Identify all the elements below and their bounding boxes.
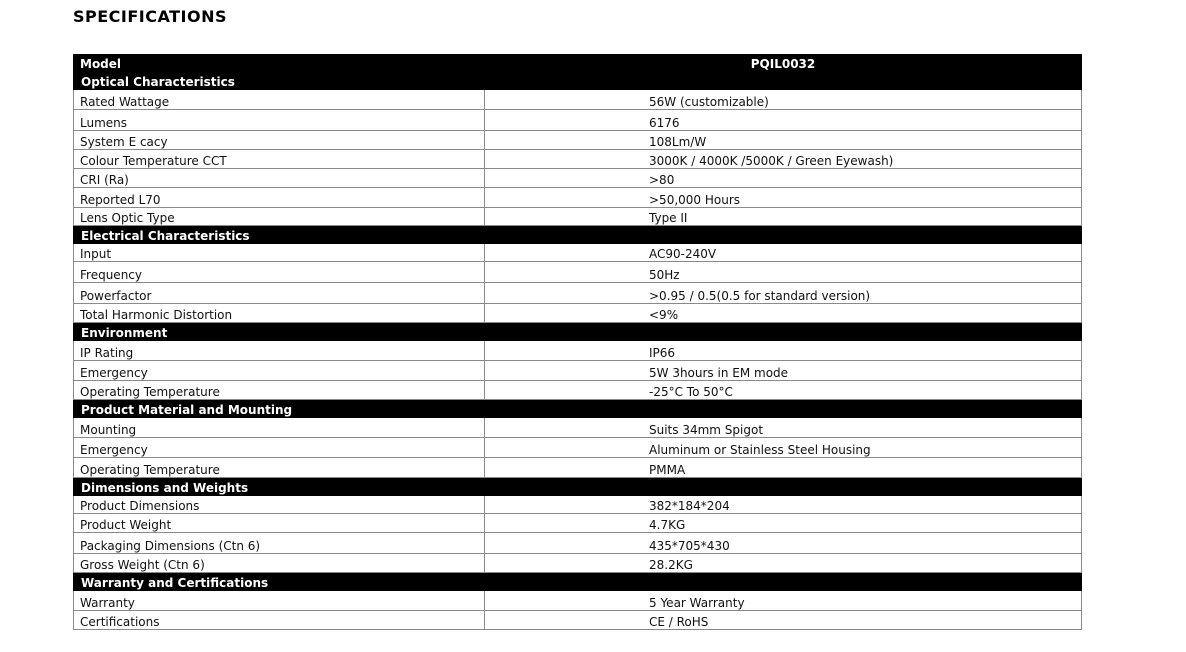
spec-label: Certifications bbox=[74, 611, 485, 630]
table-row bbox=[74, 381, 1082, 400]
spec-label: IP Rating bbox=[74, 341, 485, 361]
spec-label: Emergency bbox=[74, 438, 485, 458]
spec-label: Packaging Dimensions (Ctn 6) bbox=[74, 533, 485, 554]
section-title: Optical Characteristics bbox=[74, 72, 1082, 90]
spec-value: IP66 bbox=[485, 341, 1082, 361]
spec-value: 3000K / 4000K /5000K / Green Eyewash) bbox=[485, 150, 1082, 169]
section-header bbox=[74, 400, 1082, 418]
spec-value: 5W 3hours in EM mode bbox=[485, 361, 1082, 381]
section-title: Electrical Characteristics bbox=[74, 226, 1082, 244]
table-row bbox=[74, 110, 1082, 131]
table-row bbox=[74, 361, 1082, 381]
table-row bbox=[74, 188, 1082, 208]
table-row bbox=[74, 438, 1082, 458]
section-header bbox=[74, 478, 1082, 496]
spec-label: Emergency bbox=[74, 361, 485, 381]
section-title: Dimensions and Weights bbox=[74, 478, 1082, 496]
table-row bbox=[74, 208, 1082, 226]
spec-value: 382*184*204 bbox=[485, 496, 1082, 514]
section-header bbox=[74, 573, 1082, 591]
section-header bbox=[74, 226, 1082, 244]
table-row bbox=[74, 611, 1082, 630]
spec-label: Product Dimensions bbox=[74, 496, 485, 514]
table-row bbox=[74, 591, 1082, 611]
spec-label: Rated Wattage bbox=[74, 90, 485, 110]
spec-value: 6176 bbox=[485, 110, 1082, 131]
specifications-table bbox=[73, 54, 1082, 630]
spec-value: Aluminum or Stainless Steel Housing bbox=[485, 438, 1082, 458]
spec-value: >50,000 Hours bbox=[485, 188, 1082, 208]
table-row bbox=[74, 131, 1082, 150]
section-title: Environment bbox=[74, 323, 1082, 341]
spec-value: 50Hz bbox=[485, 262, 1082, 283]
spec-value: 108Lm/W bbox=[485, 131, 1082, 150]
spec-value: >0.95 / 0.5(0.5 for standard version) bbox=[485, 283, 1082, 304]
spec-value: 56W (customizable) bbox=[485, 90, 1082, 110]
spec-value: Type II bbox=[485, 208, 1082, 226]
spec-value: <9% bbox=[485, 304, 1082, 323]
spec-value: Suits 34mm Spigot bbox=[485, 418, 1082, 438]
section-header bbox=[74, 72, 1082, 90]
table-header-row bbox=[74, 55, 1082, 72]
table-row bbox=[74, 533, 1082, 554]
spec-label: Frequency bbox=[74, 262, 485, 283]
table-row bbox=[74, 169, 1082, 188]
spec-value: -25°C To 50°C bbox=[485, 381, 1082, 400]
spec-label: Lens Optic Type bbox=[74, 208, 485, 226]
spec-label: Reported L70 bbox=[74, 188, 485, 208]
spec-value: 435*705*430 bbox=[485, 533, 1082, 554]
model-label: Model bbox=[74, 55, 485, 72]
table-row bbox=[74, 418, 1082, 438]
spec-value: CE / RoHS bbox=[485, 611, 1082, 630]
section-title: Product Material and Mounting bbox=[74, 400, 1082, 418]
table-row bbox=[74, 341, 1082, 361]
spec-value: 5 Year Warranty bbox=[485, 591, 1082, 611]
spec-value: >80 bbox=[485, 169, 1082, 188]
model-value: PQIL0032 bbox=[485, 55, 1082, 72]
spec-label: Operating Temperature bbox=[74, 381, 485, 400]
spec-value: PMMA bbox=[485, 458, 1082, 478]
spec-label: Gross Weight (Ctn 6) bbox=[74, 554, 485, 573]
table-row bbox=[74, 90, 1082, 110]
spec-label: System E cacy bbox=[74, 131, 485, 150]
table-row bbox=[74, 458, 1082, 478]
spec-label: Powerfactor bbox=[74, 283, 485, 304]
table-row bbox=[74, 496, 1082, 514]
spec-label: Operating Temperature bbox=[74, 458, 485, 478]
spec-value: AC90-240V bbox=[485, 244, 1082, 262]
section-title: Warranty and Certifications bbox=[74, 573, 1082, 591]
spec-label: Product Weight bbox=[74, 514, 485, 533]
table-row bbox=[74, 554, 1082, 573]
spec-label: Total Harmonic Distortion bbox=[74, 304, 485, 323]
table-row bbox=[74, 262, 1082, 283]
table-row bbox=[74, 304, 1082, 323]
spec-label: Colour Temperature CCT bbox=[74, 150, 485, 169]
page-title: SPECIFICATIONS bbox=[73, 7, 228, 26]
spec-label: Warranty bbox=[74, 591, 485, 611]
spec-label: CRI (Ra) bbox=[74, 169, 485, 188]
section-header bbox=[74, 323, 1082, 341]
table-row bbox=[74, 244, 1082, 262]
spec-value: 4.7KG bbox=[485, 514, 1082, 533]
spec-label: Mounting bbox=[74, 418, 485, 438]
table-row bbox=[74, 283, 1082, 304]
table-row bbox=[74, 514, 1082, 533]
spec-value: 28.2KG bbox=[485, 554, 1082, 573]
spec-label: Input bbox=[74, 244, 485, 262]
table-row bbox=[74, 150, 1082, 169]
spec-label: Lumens bbox=[74, 110, 485, 131]
